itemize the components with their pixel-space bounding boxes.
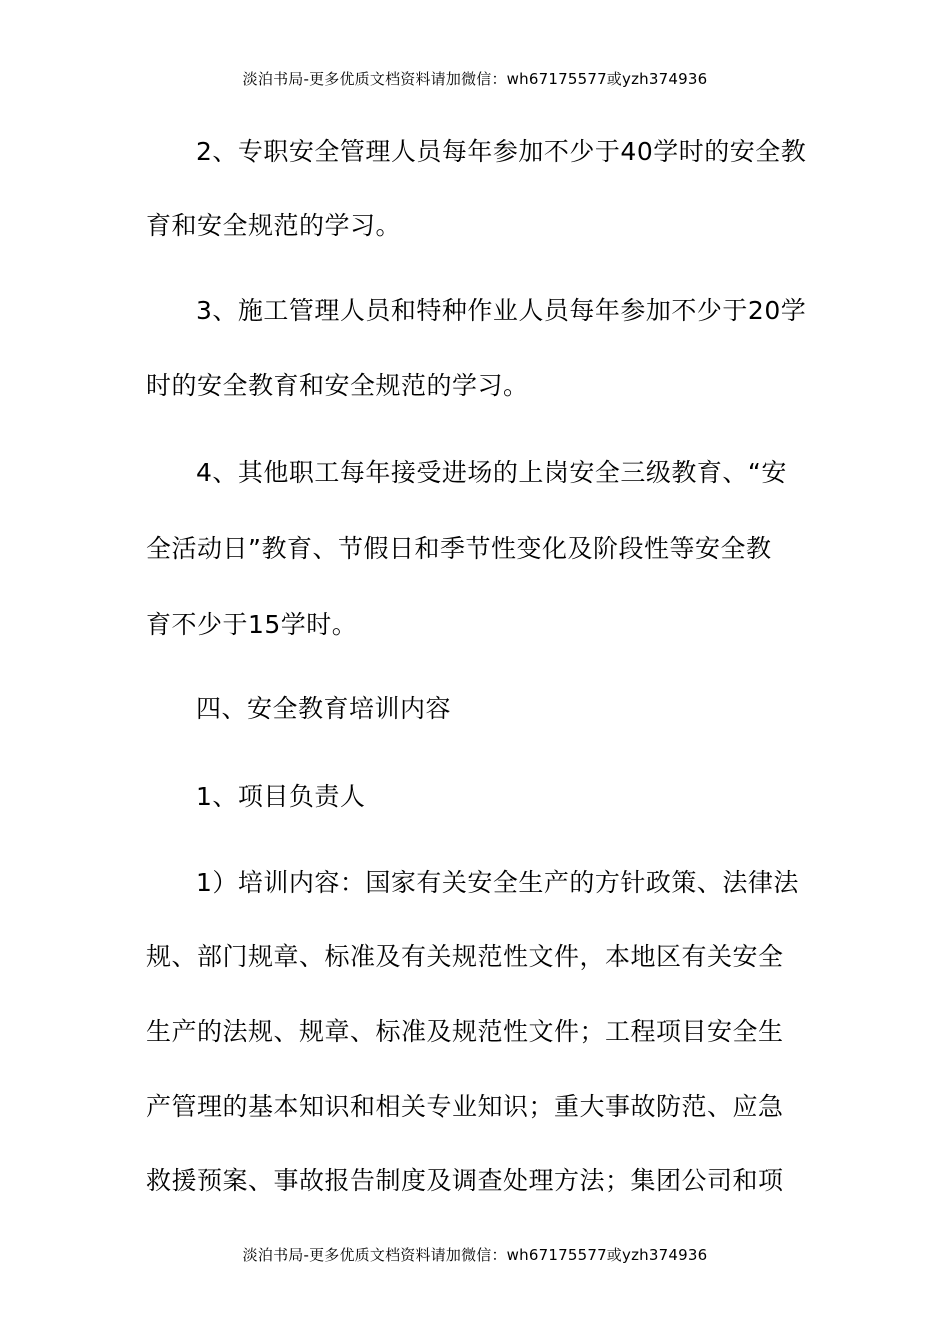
paragraph-line: 1）培训内容：国家有关安全生产的方针政策、法律法 (196, 868, 799, 897)
subsection-heading: 1、项目负责人 (196, 782, 366, 811)
section-heading: 四、安全教育培训内容 (196, 694, 452, 723)
paragraph-line: 育不少于15学时。 (146, 610, 358, 639)
page-footer-watermark: 淡泊书局-更多优质文档资料请加微信：wh67175577或yzh374936 (242, 1246, 708, 1264)
paragraph-line: 3、施工管理人员和特种作业人员每年参加不少于20学 (196, 296, 807, 325)
paragraph-line: 生产的法规、规章、标准及规范性文件；工程项目安全生 (146, 1017, 784, 1046)
paragraph-line: 时的安全教育和安全规范的学习。 (146, 371, 529, 400)
paragraph-line: 全活动日”教育、节假日和季节性变化及阶段性等安全教 (146, 534, 772, 563)
paragraph-line: 规、部门规章、标准及有关规范性文件，本地区有关安全 (146, 942, 784, 971)
page-header-watermark: 淡泊书局-更多优质文档资料请加微信：wh67175577或yzh374936 (242, 70, 708, 88)
paragraph-line: 4、其他职工每年接受进场的上岗安全三级教育、“安 (196, 458, 787, 487)
paragraph-line: 产管理的基本知识和相关专业知识；重大事故防范、应急 (146, 1092, 784, 1121)
paragraph-line: 救援预案、事故报告制度及调查处理方法；集团公司和项 (146, 1166, 784, 1195)
paragraph-line: 2、专职安全管理人员每年参加不少于40学时的安全教 (196, 137, 807, 166)
paragraph-line: 育和安全规范的学习。 (146, 211, 402, 240)
